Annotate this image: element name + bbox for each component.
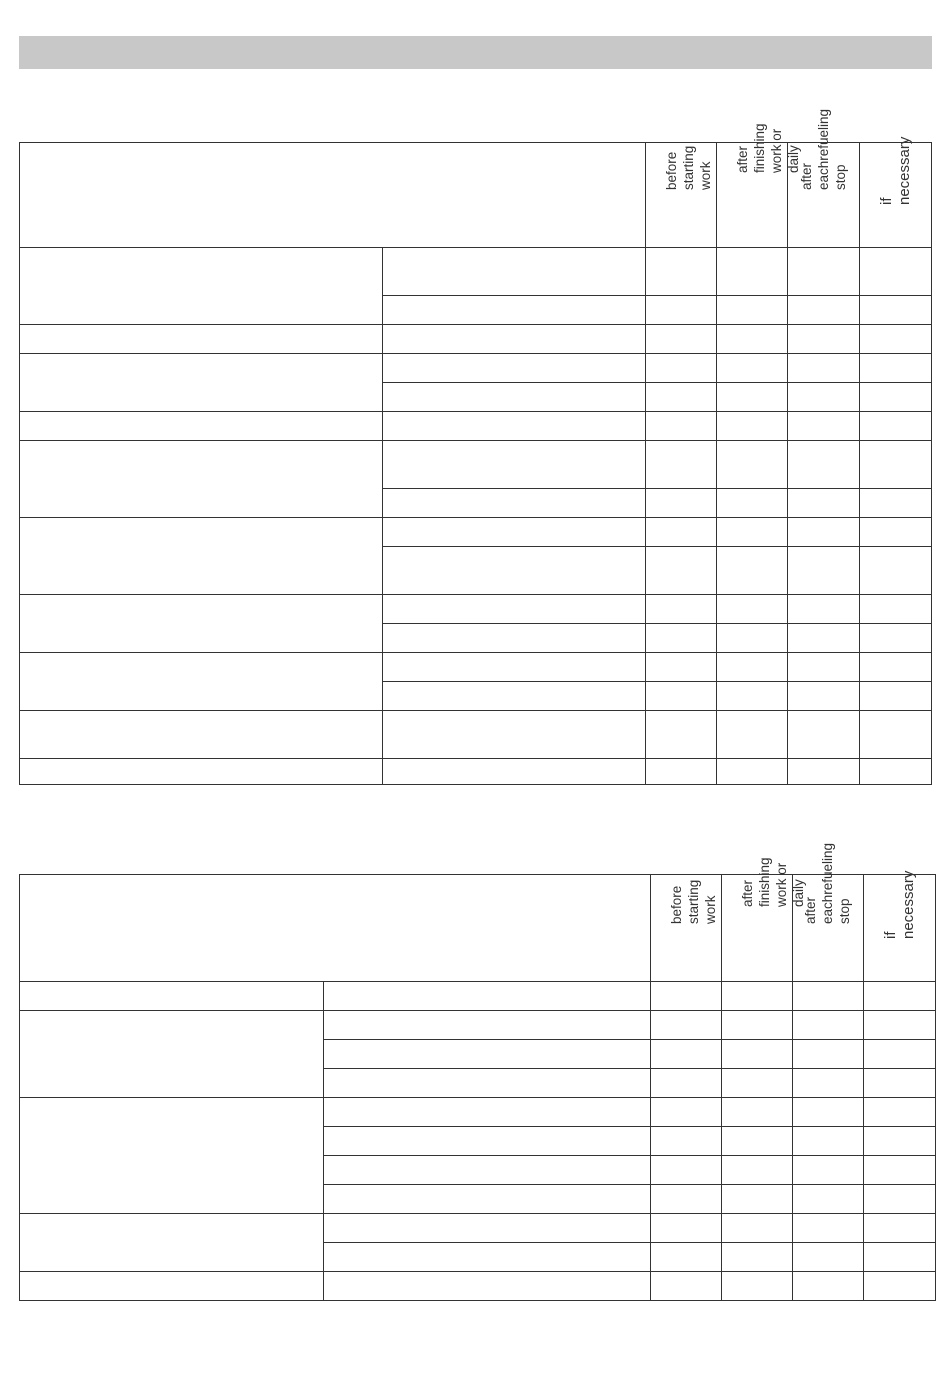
table-header-blank xyxy=(20,143,646,248)
table-row xyxy=(20,1214,936,1243)
table-row xyxy=(20,711,932,759)
table-row xyxy=(20,441,932,489)
header-before-starting-work: before starting work xyxy=(646,143,717,248)
maintenance-table-1 xyxy=(19,108,932,785)
header-after-refueling-stop: after eachrefueling stop xyxy=(793,875,864,982)
table-row xyxy=(20,1011,936,1040)
header-after-refueling-stop: after eachrefueling stop xyxy=(788,143,860,248)
table-row xyxy=(20,982,936,1011)
header-after-finishing-work: after finishing work or daily xyxy=(722,875,793,982)
table-row xyxy=(20,1272,936,1301)
table-row xyxy=(20,325,932,354)
table-row xyxy=(20,759,932,785)
table-row xyxy=(20,518,932,547)
table-row xyxy=(20,412,932,441)
header-if-necessary: if necessary xyxy=(864,875,936,982)
table-row xyxy=(20,595,932,624)
table-row xyxy=(20,653,932,682)
table-header-blank xyxy=(20,875,651,982)
table-row xyxy=(20,1098,936,1127)
table-row xyxy=(20,354,932,383)
header-if-necessary: if necessary xyxy=(860,143,932,248)
header-before-starting-work: before starting work xyxy=(651,875,722,982)
section-header-bar xyxy=(19,36,932,69)
table-row xyxy=(20,248,932,296)
header-after-finishing-work: after finishing work or daily xyxy=(717,143,788,248)
maintenance-table-2 xyxy=(19,842,936,1301)
